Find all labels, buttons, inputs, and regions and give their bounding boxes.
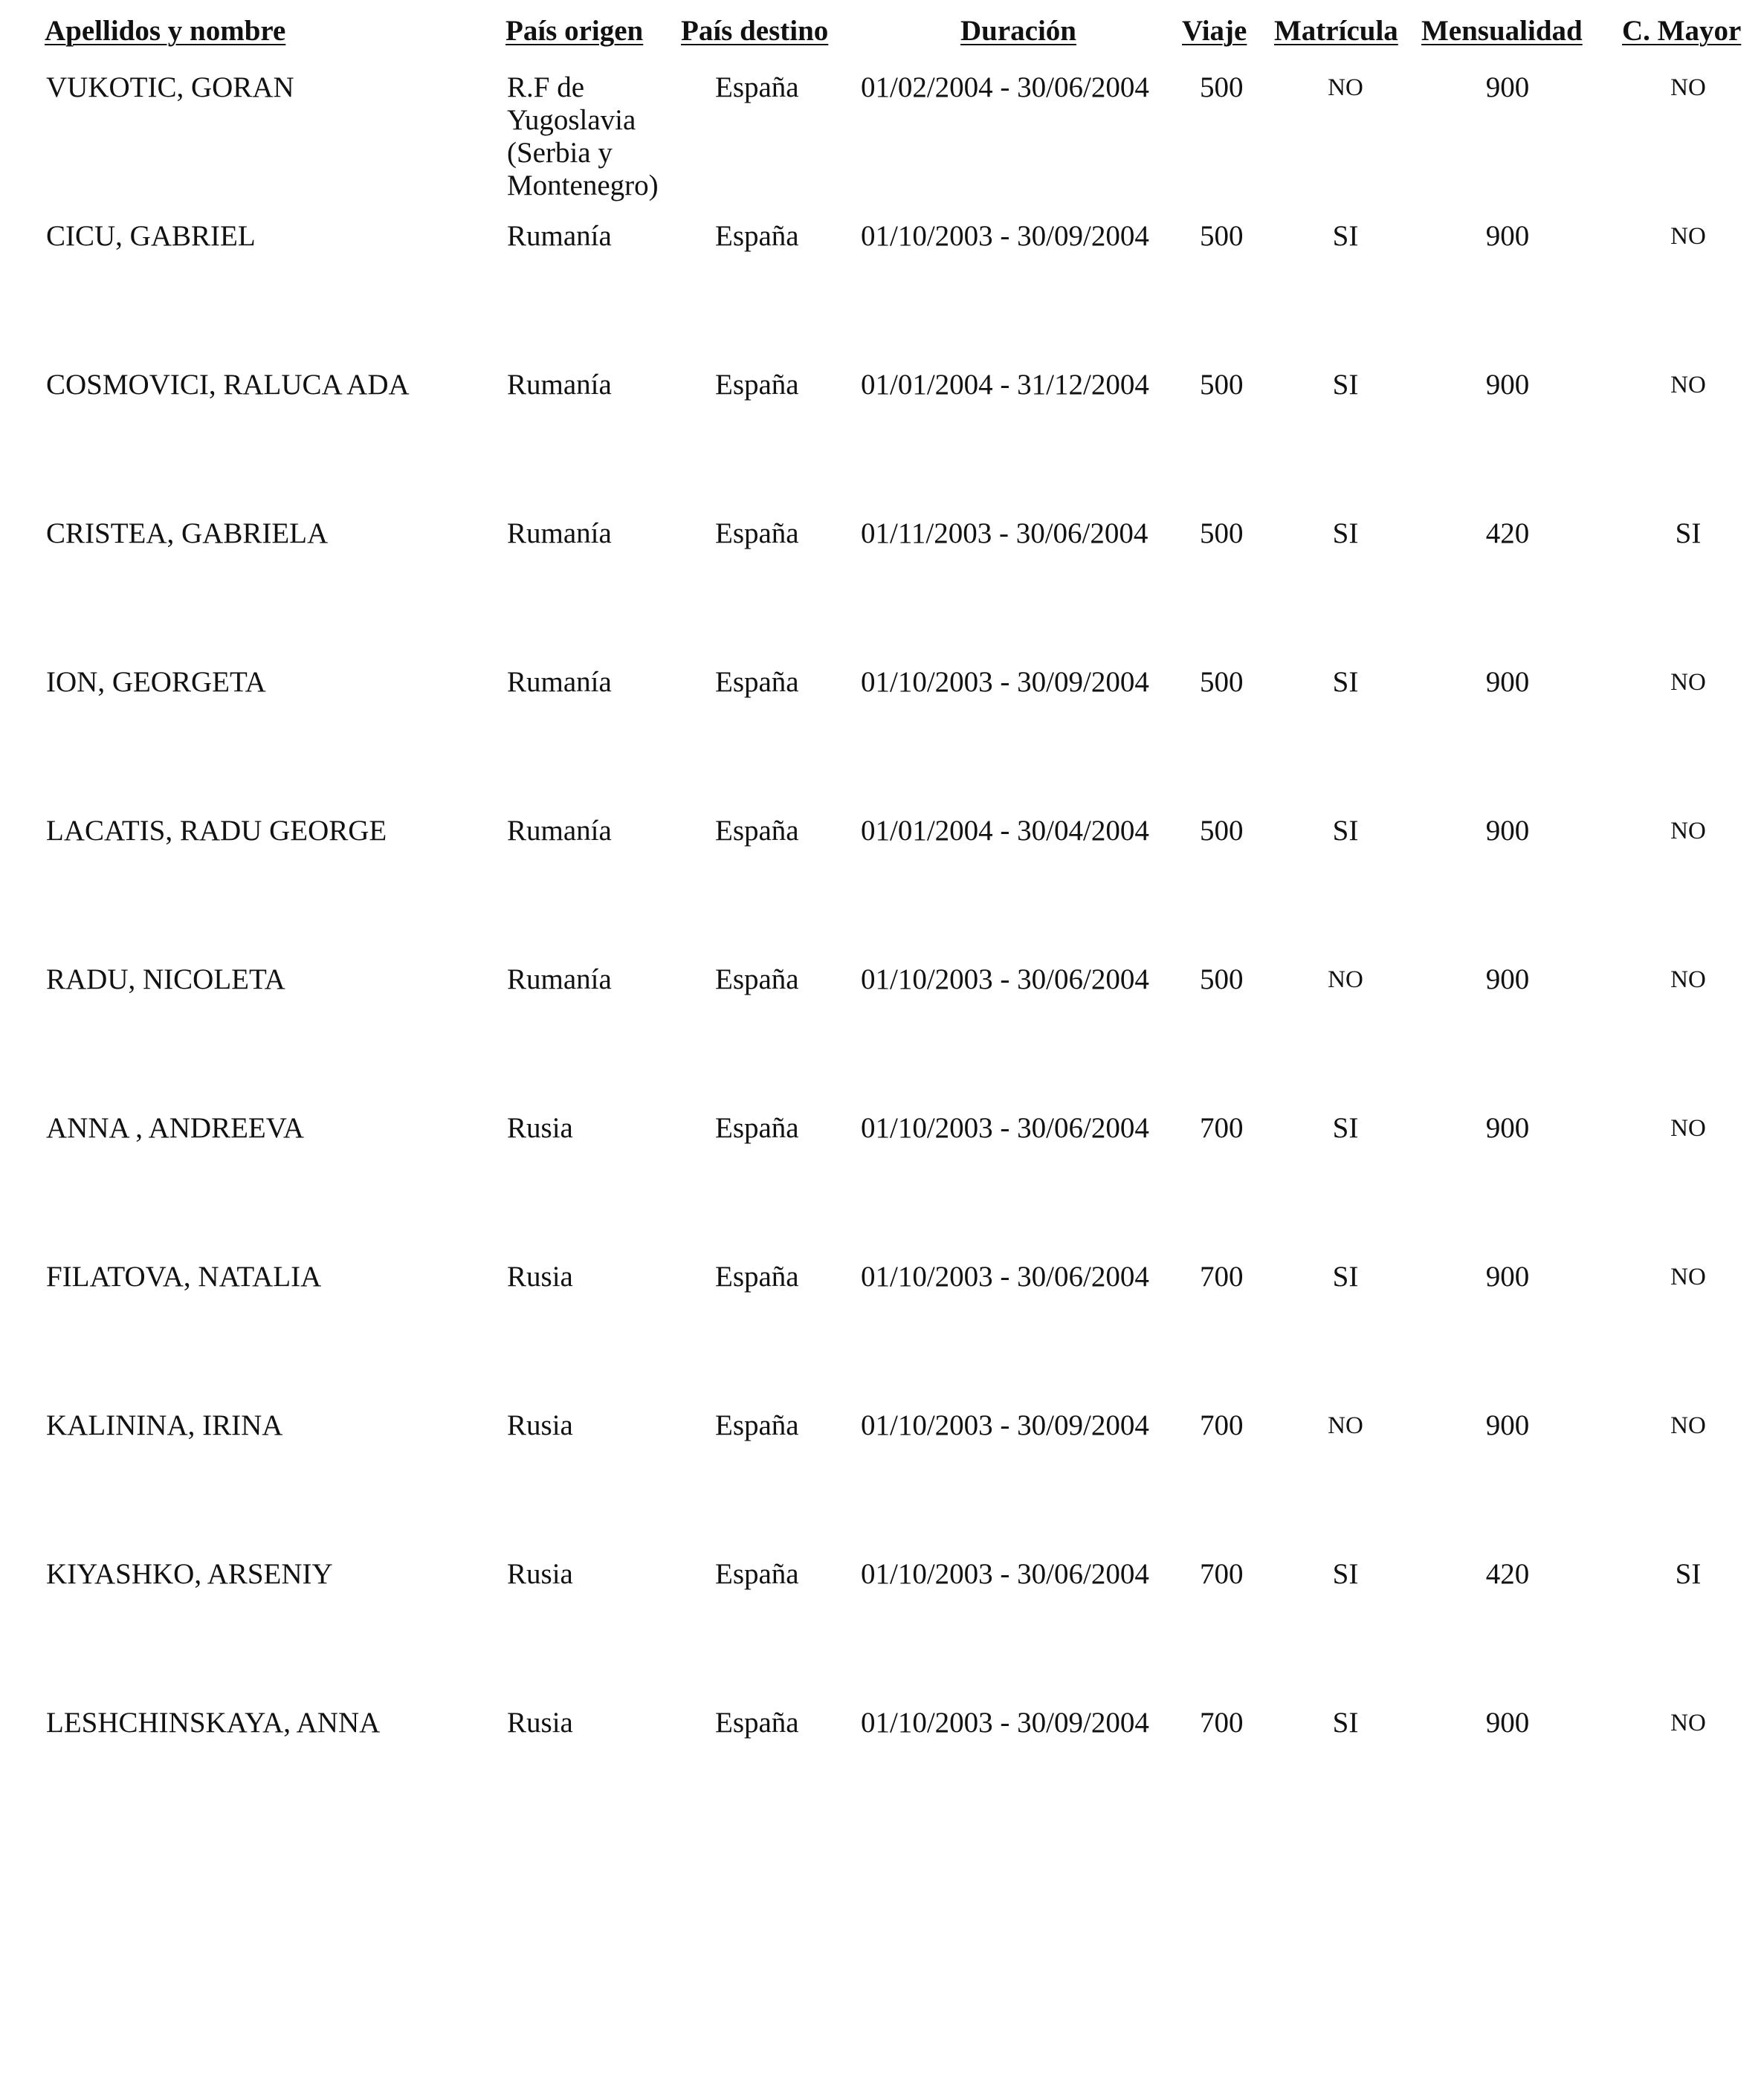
cell-duration: 01/10/2003 - 30/06/2004: [861, 963, 1149, 995]
cell-name: LACATIS, RADU GEORGE: [46, 815, 387, 847]
cell-duration: 01/10/2003 - 30/09/2004: [861, 666, 1149, 698]
cell-enrollment: NO: [1328, 1412, 1363, 1439]
cell-origin: Rusia: [507, 1261, 573, 1293]
cell-origin: Rumanía: [507, 517, 612, 549]
cell-name: CRISTEA, GABRIELA: [46, 517, 329, 549]
cell-travel: 500: [1200, 666, 1244, 698]
cell-destination: España: [715, 71, 799, 103]
cell-name: KALININA, IRINA: [46, 1409, 283, 1441]
cell-travel: 500: [1200, 220, 1244, 252]
table-header: [0, 13, 1764, 58]
cell-monthly: 900: [1485, 71, 1530, 103]
cell-duration: 01/01/2004 - 31/12/2004: [861, 369, 1149, 401]
cell-origin: Rumanía: [507, 220, 612, 252]
cell-name: LESHCHINSKAYA, ANNA: [46, 1707, 381, 1739]
cell-origin: Rumanía: [507, 369, 612, 401]
header-c-mayor: C. Mayor: [1622, 15, 1742, 47]
cell-duration: 01/10/2003 - 30/09/2004: [861, 1707, 1149, 1739]
cell-origin: Rumanía: [507, 963, 612, 995]
cell-origin: Rumanía: [507, 815, 612, 847]
cell-monthly: 900: [1485, 1409, 1530, 1441]
cell-travel: 500: [1200, 963, 1244, 995]
cell-enrollment: SI: [1332, 369, 1359, 401]
cell-destination: España: [715, 1707, 799, 1739]
cell-enrollment: SI: [1332, 1112, 1359, 1144]
cell-enrollment: SI: [1332, 220, 1359, 252]
cell-travel: 700: [1200, 1707, 1244, 1739]
cell-monthly: 900: [1485, 1707, 1530, 1739]
cell-monthly: 900: [1485, 963, 1530, 995]
cell-c-mayor: NO: [1670, 74, 1706, 101]
cell-enrollment: NO: [1328, 74, 1363, 101]
header-duration: Duración: [960, 15, 1076, 47]
cell-destination: España: [715, 666, 799, 698]
cell-destination: España: [715, 220, 799, 252]
cell-enrollment: SI: [1332, 1261, 1359, 1293]
cell-name: RADU, NICOLETA: [46, 963, 285, 995]
cell-c-mayor: NO: [1670, 372, 1706, 398]
header-destination: País destino: [681, 15, 829, 47]
cell-enrollment: SI: [1332, 1707, 1359, 1739]
header-origin: País origen: [505, 15, 644, 47]
cell-origin: Rusia: [507, 1558, 573, 1590]
cell-monthly: 900: [1485, 666, 1530, 698]
cell-destination: España: [715, 1409, 799, 1441]
cell-duration: 01/10/2003 - 30/09/2004: [861, 220, 1149, 252]
cell-name: COSMOVICI, RALUCA ADA: [46, 369, 410, 401]
cell-travel: 500: [1200, 369, 1244, 401]
cell-destination: España: [715, 1112, 799, 1144]
cell-duration: 01/10/2003 - 30/06/2004: [861, 1261, 1149, 1293]
cell-duration: 01/02/2004 - 30/06/2004: [861, 71, 1149, 103]
cell-monthly: 420: [1485, 517, 1530, 549]
cell-duration: 01/11/2003 - 30/06/2004: [861, 517, 1148, 549]
cell-origin: Rusia: [507, 1409, 573, 1441]
header-monthly: Mensualidad: [1421, 15, 1583, 47]
cell-name: FILATOVA, NATALIA: [46, 1261, 322, 1293]
cell-duration: 01/10/2003 - 30/06/2004: [861, 1112, 1149, 1144]
cell-destination: España: [715, 369, 799, 401]
cell-c-mayor: NO: [1670, 669, 1706, 696]
cell-monthly: 900: [1485, 815, 1530, 847]
cell-destination: España: [715, 1261, 799, 1293]
cell-origin: R.F de Yugoslavia (Serbia y Montenegro): [507, 71, 659, 201]
cell-destination: España: [715, 815, 799, 847]
cell-travel: 500: [1200, 815, 1244, 847]
cell-c-mayor: SI: [1675, 1558, 1702, 1590]
cell-name: VUKOTIC, GORAN: [46, 71, 294, 103]
cell-destination: España: [715, 517, 799, 549]
cell-travel: 500: [1200, 71, 1244, 103]
cell-c-mayor: NO: [1670, 1710, 1706, 1736]
cell-duration: 01/10/2003 - 30/09/2004: [861, 1409, 1149, 1441]
header-enrollment: Matrícula: [1274, 15, 1398, 47]
cell-enrollment: SI: [1332, 517, 1359, 549]
cell-enrollment: SI: [1332, 815, 1359, 847]
cell-name: ION, GEORGETA: [46, 666, 266, 698]
cell-c-mayor: SI: [1675, 517, 1702, 549]
cell-c-mayor: NO: [1670, 223, 1706, 250]
cell-origin: Rusia: [507, 1112, 573, 1144]
cell-c-mayor: NO: [1670, 1264, 1706, 1290]
cell-monthly: 420: [1485, 1558, 1530, 1590]
cell-c-mayor: NO: [1670, 1412, 1706, 1439]
cell-duration: 01/10/2003 - 30/06/2004: [861, 1558, 1149, 1590]
cell-travel: 700: [1200, 1112, 1244, 1144]
cell-travel: 700: [1200, 1409, 1244, 1441]
cell-destination: España: [715, 963, 799, 995]
cell-enrollment: SI: [1332, 1558, 1359, 1590]
header-travel: Viaje: [1182, 15, 1247, 47]
cell-origin: Rumanía: [507, 666, 612, 698]
cell-duration: 01/01/2004 - 30/04/2004: [861, 815, 1149, 847]
cell-c-mayor: NO: [1670, 818, 1706, 844]
cell-travel: 700: [1200, 1261, 1244, 1293]
cell-c-mayor: NO: [1670, 966, 1706, 993]
cell-c-mayor: NO: [1670, 1115, 1706, 1142]
cell-monthly: 900: [1485, 220, 1530, 252]
cell-origin: Rusia: [507, 1707, 573, 1739]
cell-travel: 700: [1200, 1558, 1244, 1590]
cell-enrollment: SI: [1332, 666, 1359, 698]
cell-monthly: 900: [1485, 1261, 1530, 1293]
cell-monthly: 900: [1485, 1112, 1530, 1144]
header-name: Apellidos y nombre: [45, 15, 286, 47]
cell-name: ANNA , ANDREEVA: [46, 1112, 305, 1144]
cell-enrollment: NO: [1328, 966, 1363, 993]
cell-name: CICU, GABRIEL: [46, 220, 256, 252]
cell-destination: España: [715, 1558, 799, 1590]
cell-monthly: 900: [1485, 369, 1530, 401]
cell-name: KIYASHKO, ARSENIY: [46, 1558, 333, 1590]
cell-travel: 500: [1200, 517, 1244, 549]
